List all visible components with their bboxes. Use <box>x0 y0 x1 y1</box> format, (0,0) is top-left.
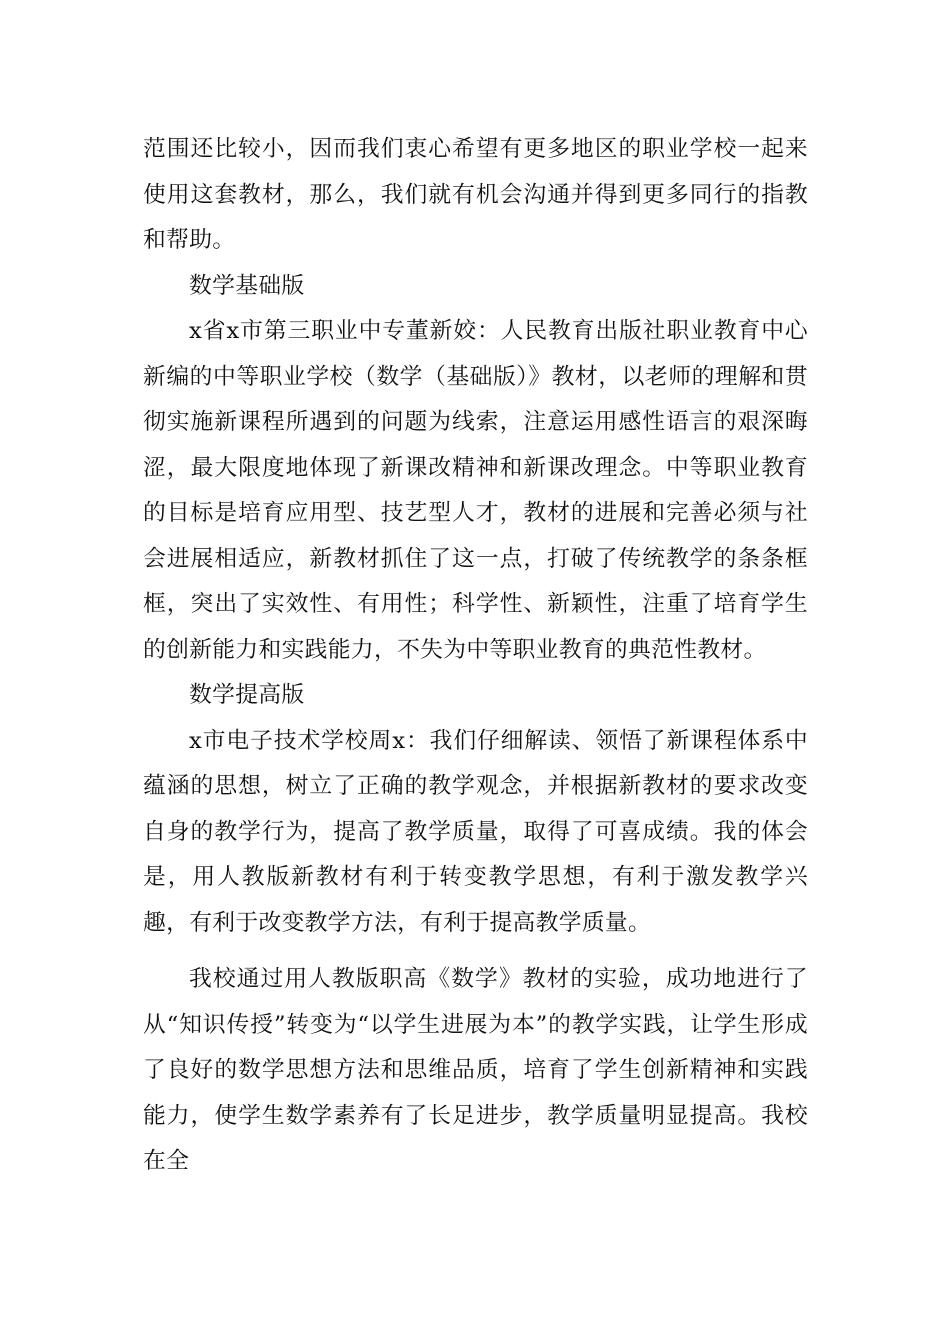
paragraph-basic-edition-review: x省x市第三职业中专董新姣：人民教育出版社职业教育中心新编的中等职业学校（数学（基础版）》教材，以老师的理解和贯彻实施新课程所遇到的问题为线索，注意运用感性语言的艰深晦涩，最大限度地体现了新课改精神和新课改理念。中等职业教育的目标是培育应用型、技艺型人才，教材的进展和完善必须与社会进展相适应，新教材抓住了这一点，打破了传统教学的条条框框，突出了实效性、有用性；科学性、新颖性，注重了培育学生的创新能力和实践能力，不失为中等职业教育的典范性教材。 <box>143 318 808 663</box>
paragraph-continued: 范围还比较小，因而我们衷心希望有更多地区的职业学校一起来使用这套教材，那么，我们就有机会沟通并得到更多同行的指教和帮助。 <box>143 136 808 253</box>
section-heading-advanced: 数学提高版 <box>189 682 305 708</box>
paragraph-advanced-edition-review: x市电子技术学校周x：我们仔细解读、领悟了新课程体系中蕴涵的思想，树立了正确的教学观念，并根据新教材的要求改变自身的教学行为，提高了教学质量，取得了可喜成绩。我的体会是，用人教版新教材有利于转变教学思想，有利于激发教学兴趣，有利于改变教学方法，有利于提高教学质量。 <box>143 727 808 936</box>
paragraph-school-experience: 我校通过用人教版职高《数学》教材的实验，成功地进行了从“知识传授”转变为“以学生进展为本”的教学实践，让学生形成了良好的数学思想方法和思维品质，培育了学生创新精神和实践能力，使学生数学素养有了长足进步，教学质量明显提高。我校在全 <box>143 966 808 1174</box>
section-heading-basic: 数学基础版 <box>189 272 305 299</box>
document-body <box>143 127 808 1185</box>
